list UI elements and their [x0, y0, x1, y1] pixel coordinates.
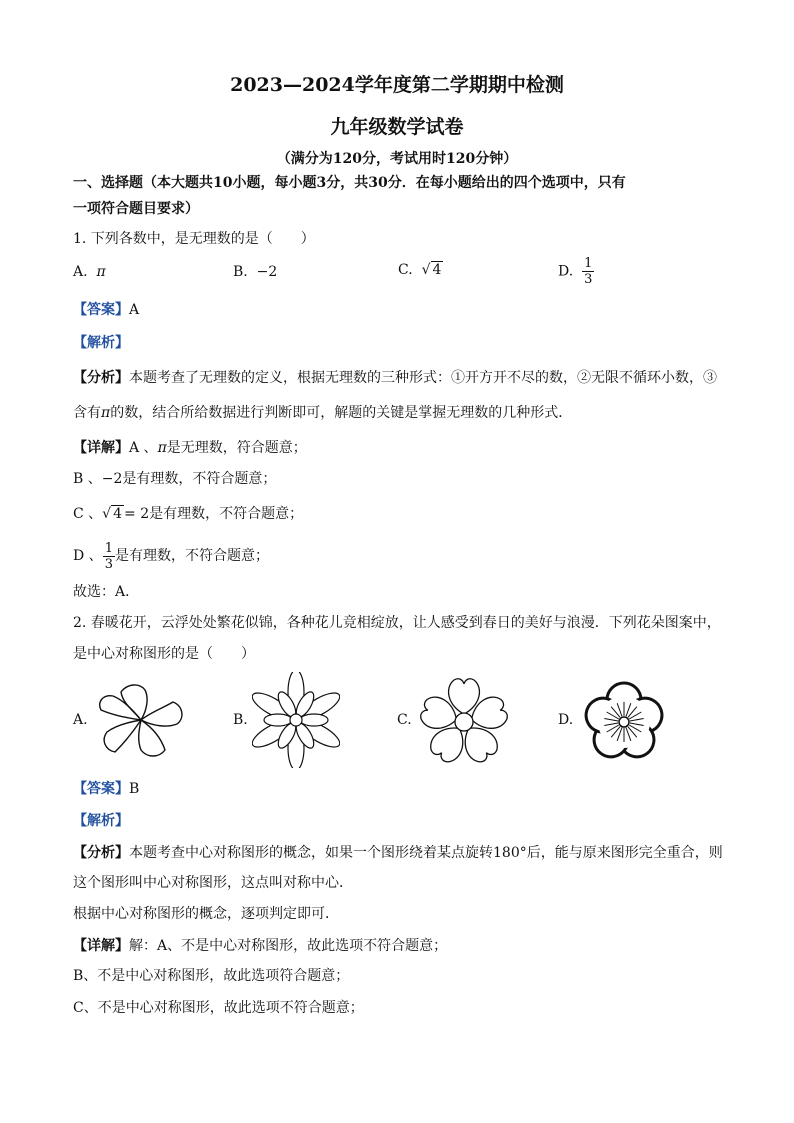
q1-detail-d [73, 538, 269, 574]
q1-detail-a-rest: 是无理数，符合题意； [166, 440, 307, 456]
exam-note: （满分为120分，考试用时120分钟） [276, 151, 518, 167]
detail-tag: 【详解】 [73, 440, 129, 456]
q1-fenxi-line1 [73, 368, 717, 388]
q1-option-c-radicand: 4 [432, 262, 442, 278]
fenxi-tag: 【分析】 [73, 370, 129, 386]
q1-answer [73, 300, 139, 320]
q1-option-a-value: π [96, 264, 106, 280]
q2-answer [73, 779, 139, 799]
q1-detail-a-prefix: A 、 [129, 440, 158, 456]
q2-fenxi-line2: 这个图形叫中心对称图形，这点叫对称中心． [73, 875, 353, 891]
q1-option-c [398, 262, 443, 278]
q2-stem-line2: 是中心对称图形的是（ ） [73, 646, 255, 662]
q2-detail-line1 [73, 936, 447, 956]
pi-symbol: π [101, 405, 111, 421]
q1-stem: 1. 下列各数中，是无理数的是（ ） [73, 231, 315, 247]
q1-fenxi-text1: 本题考查了无理数的定义，根据无理数的三种形式：①开方开不尽的数，②无限不循环小数，③ [129, 370, 717, 386]
q1-detail-d-denominator: 3 [104, 556, 113, 572]
q1-option-d-fraction [582, 256, 594, 287]
q1-detail-b: B 、−2是有理数，不符合题意； [73, 471, 277, 487]
q1-detail-d-numerator: 1 [104, 540, 113, 556]
q2-detail-line2: B、不是中心对称图形，故此选项符合题意； [73, 968, 350, 984]
q1-detail-c [73, 504, 303, 524]
q1-option-d-numerator: 1 [584, 256, 593, 271]
q1-detail-c-radicand: 4 [113, 506, 123, 522]
flower-d-bold-petal-icon [580, 678, 668, 766]
q1-detail-c-prefix: C 、 [73, 506, 103, 522]
q1-option-c-label: C. [398, 262, 413, 278]
q2-fenxi-line1 [73, 843, 723, 863]
flower-a-pinwheel-icon [93, 680, 189, 762]
q2-detail-line3: C、不是中心对称图形，故此选项不符合题意； [73, 1000, 364, 1016]
q1-fenxi-line2 [73, 403, 572, 423]
q2-fenxi-line3: 根据中心对称图形的概念，逐项判定即可． [73, 906, 339, 922]
q2-fenxi-text1: 本题考查中心对称图形的概念，如果一个图形绕着某点旋转180°后，能与原来图形完全重合，则 [129, 845, 723, 861]
section-heading-line2: 一项符合题目要求） [73, 201, 199, 217]
q1-detail-d-prefix: D 、 [73, 548, 103, 564]
pi-symbol: π [157, 440, 167, 456]
q1-answer-value: A [129, 302, 140, 318]
exam-title: 2023—2024学年度第二学期期中检测 [230, 74, 564, 96]
q1-option-d [558, 256, 594, 287]
q2-option-a-label: A. [73, 712, 88, 728]
q1-option-a-label: A. [73, 264, 88, 280]
flower-b-six-petal-icon [252, 672, 340, 768]
flower-c-five-petal-icon [416, 674, 512, 768]
detail-tag: 【详解】 [73, 938, 129, 954]
q2-option-c-label: C. [397, 712, 412, 728]
answer-tag: 【答案】 [73, 781, 129, 797]
q1-option-d-denominator: 3 [584, 272, 593, 287]
q1-detail-c-eq: = 2 [124, 506, 150, 522]
q2-analysis-tag: 【解析】 [73, 813, 129, 829]
q1-fenxi-text2a: 含有 [73, 405, 101, 421]
q1-fenxi-text2b: 的数，结合所给数据进行判断即可，解题的关键是掌握无理数的几种形式． [110, 405, 573, 421]
q1-analysis-tag: 【解析】 [73, 335, 129, 351]
q2-option-d-label: D. [558, 712, 574, 728]
section-heading-line1: 一、选择题（本大题共10小题，每小题3分，共30分．在每小题给出的四个选项中，只有 [73, 175, 626, 191]
q2-answer-value: B [129, 781, 140, 797]
q2-detail-text1: 解：A、不是中心对称图形，故此选项不符合题意； [129, 938, 448, 954]
q1-detail-a [73, 438, 307, 458]
sqrt-symbol: √ 4 [421, 262, 442, 278]
q1-option-b-label: B. [233, 264, 248, 280]
sqrt-symbol: √ 4 [102, 506, 123, 522]
q1-detail-d-fraction [103, 541, 115, 572]
fenxi-tag: 【分析】 [73, 845, 129, 861]
q1-option-d-label: D. [558, 263, 574, 280]
q1-option-b-value: −2 [256, 264, 278, 280]
q1-detail-d-rest: 是有理数，不符合题意； [114, 548, 269, 564]
answer-tag: 【答案】 [73, 302, 129, 318]
q2-stem-line1: 2. 春暖花开，云浮处处繁花似锦，各种花儿竞相绽放，让人感受到春日的美好与浪漫．下列花朵图案中， [73, 615, 721, 631]
q1-option-a [73, 264, 106, 280]
exam-subtitle: 九年级数学试卷 [330, 116, 464, 138]
q1-option-b [233, 264, 277, 280]
q2-option-b-label: B. [233, 712, 248, 728]
q1-conclusion: 故选：A． [73, 584, 140, 600]
q1-detail-c-rest: 是有理数，不符合题意； [149, 506, 304, 522]
